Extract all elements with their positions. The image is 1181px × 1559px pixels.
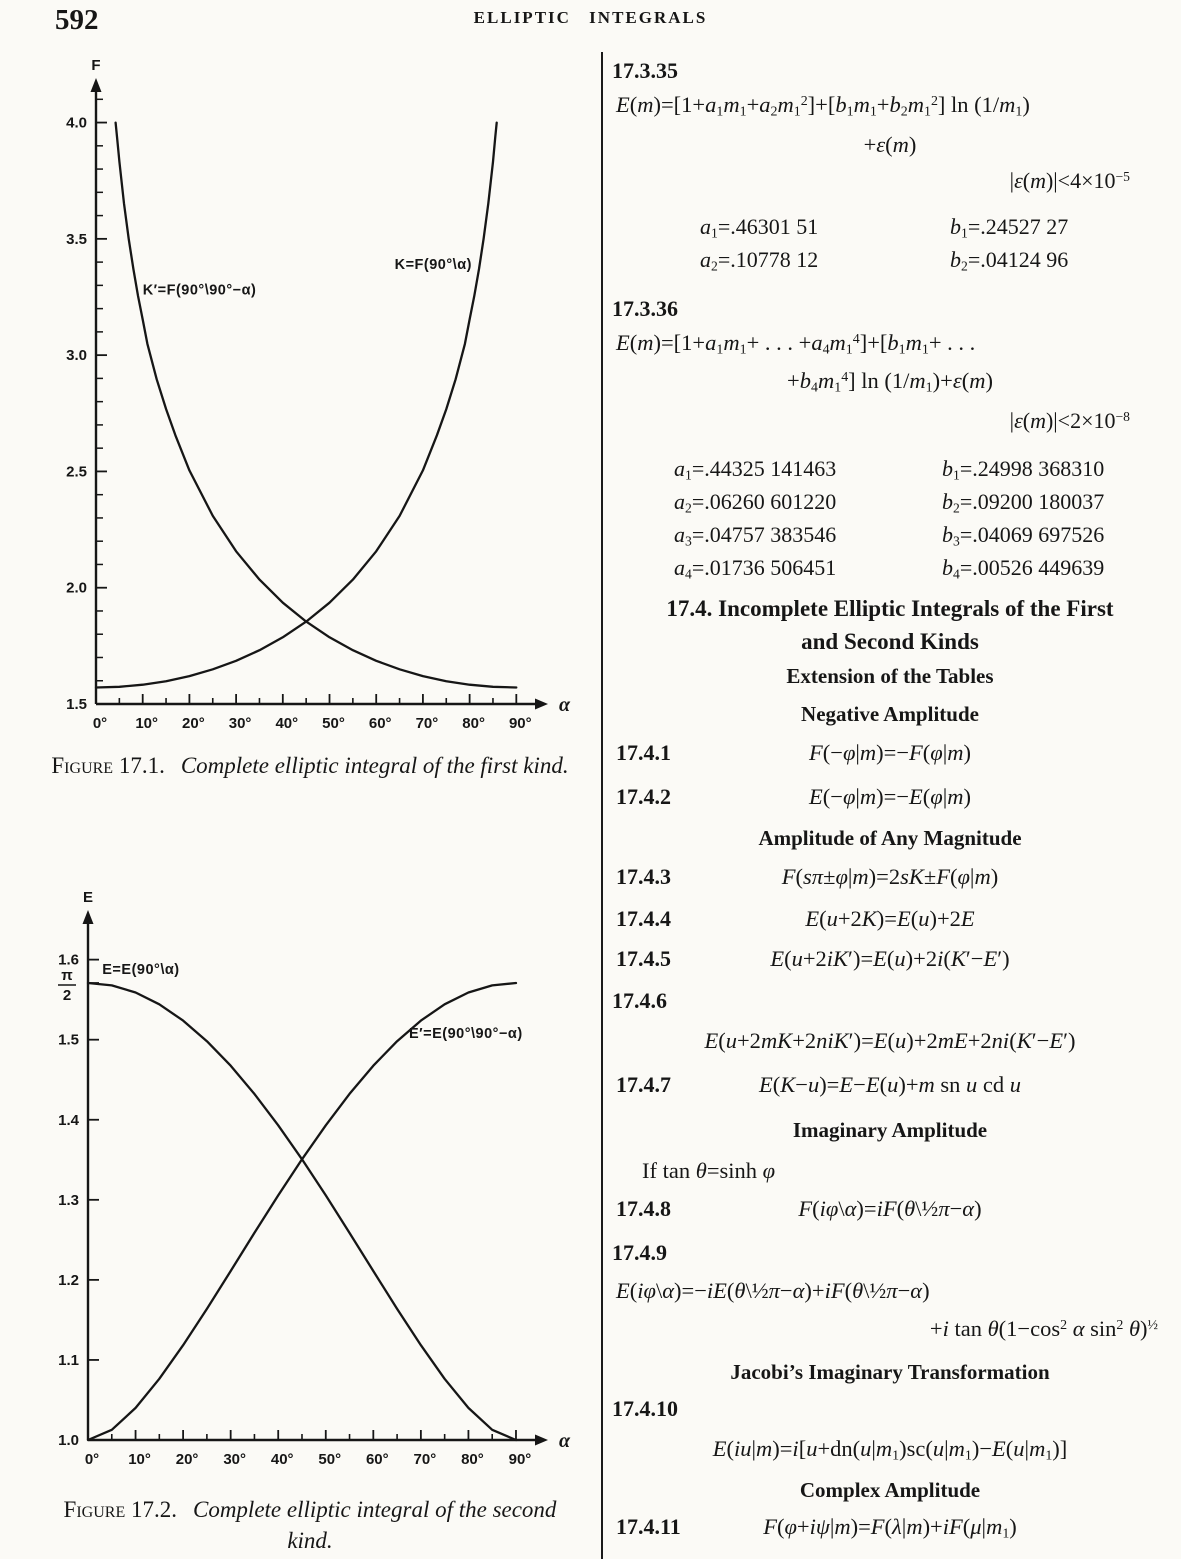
y-axis-title: E [82,889,94,906]
subsection-heading: Complex Amplitude [799,1478,981,1502]
x-tick-label: 80° [462,715,485,732]
formula-line: $E(iu|m)=i[u+dn(u|m_1)sc(u|m_1)-E(u|m_1)]$ [712,1436,1068,1464]
x-tick-label: 90° [508,715,532,732]
equation-number: 17.4.9 [612,1240,667,1265]
x-axis-arrow [535,699,548,710]
error-bound: $|\varepsilon(m)|<4\times 10^{-5}$ [1009,168,1130,193]
curve-K [96,123,497,688]
x-tick-label: 30° [228,715,252,732]
curve-Eprime [88,983,516,1440]
coefficient-table [674,452,1168,584]
equation-number: 17.4.10 [612,1396,678,1421]
formula-line: +i $\tan \theta(1-\cos^2$ α $\sin^2 \theta)^{\frac{1}{2}}$ [929,1316,1158,1341]
figure-17-1-caption-text: Complete elliptic integral of the first kind. [180,753,569,778]
coefficient-cell: $a_3=.04757$ 383546 [674,522,837,549]
x-tick-label: 0° [84,1451,100,1468]
section-heading [612,592,1168,658]
equation-number: 17.4.3 [616,864,671,889]
formula-line: E(u+2mK+2niK′)=E(u)+2mE+2ni(K′−E′) [704,1028,1076,1053]
equation-row [612,864,1168,894]
equation-row [612,1196,1168,1226]
subsection-heading: Amplitude of Any Magnitude [758,826,1022,850]
coefficient-cell: $b_2=.04124$ 96 [950,247,1069,274]
curve-Kprime [116,123,517,688]
curve-label-E: E=E(90°\α) [102,962,180,979]
right-column [612,0,1168,1559]
curve-E [88,983,516,1440]
x-tick-label: 20° [182,715,205,732]
equation-formula: F(iφ\α)=iF(θ\½π−α) [798,1196,982,1221]
y-tick-label: 1.0 [58,1432,79,1449]
y-tick-label: 2.0 [66,579,87,597]
y-tick-label: 1.2 [58,1271,79,1289]
subsection-heading: Jacobi’s Imaginary Transformation [730,1360,1050,1384]
y-tick-label: 1.6 [58,951,79,969]
equation-formula: $F(\varphi+i\psi|m)=F(\lambda|m)+iF(\mu|m_1)$ [763,1514,1017,1542]
y-axis-title: F [91,57,101,74]
equation-row [612,906,1168,936]
equation-row [612,1072,1168,1102]
y-axis-arrow [83,910,94,924]
x-tick-label: 70° [413,1451,437,1468]
x-tick-label: 60° [365,1451,389,1468]
section-heading-line: 17.4. Incomplete Elliptic Integrals of the First [666,596,1114,621]
x-tick-label: 10° [128,1451,151,1468]
equation-formula: F(−φ|m)=−F(φ|m) [809,740,971,765]
equation-number: 17.3.36 [612,296,678,321]
equation-row [612,946,1168,976]
x-tick-label: 50° [322,715,345,732]
x-tick-label: 10° [135,715,159,732]
coefficient-cell: $b_2=.09200$ 180037 [942,489,1105,516]
x-axis-title: α [559,694,571,716]
page-number: 592 [55,4,99,36]
coefficient-cell: $b_1=.24527$ 27 [950,214,1069,241]
equation-formula: E(u+2K)=E(u)+2E [805,906,975,931]
equation-row [612,740,1168,770]
formula-line: $E(m)=[1+a_1m_1+a_2m_1^2]+[b_1m_1+b_2m_1^2]$ $\ln (1/m_1)$ [616,92,1030,120]
equation-formula: F(sπ±φ|m)=2sK±F(φ|m) [781,864,999,889]
coefficient-table [700,210,1168,276]
x-tick-label: 60° [368,715,392,732]
curve-label-Kprime: K′=F(90°\90°−α) [142,282,257,299]
figure-17-1-caption [45,750,575,781]
coefficient-cell: $a_4=.01736$ 506451 [674,555,837,582]
figure-17-2-chart [38,878,595,1496]
coefficient-cell: $b_3=.04069$ 697526 [942,522,1105,549]
coefficient-cell: $a_2=.06260$ 601220 [674,489,837,516]
equation-row [612,784,1168,814]
figure-17-2-caption-text: Complete elliptic integral of the second kind. [192,1497,557,1553]
figure-17-1-caption-label: Figure 17.1. [51,753,165,778]
formula-line: +ε(m) [863,132,917,157]
running-head: ELLIPTIC INTEGRALS [473,8,708,27]
curve-label-K: K=F(90°\α) [394,257,472,274]
y-tick-label: 2.5 [66,463,87,481]
formula-line: $E(m)=[1+a_1m_1+$ . . . $+a_4m_1^4]+[b_1m_1+$ . . . [616,330,976,358]
formula-line: $+b_4m_1^4$] $\ln (1/m_1)+\varepsilon(m)$ [787,368,993,396]
subsection-heading: Imaginary Amplitude [792,1118,988,1142]
error-bound: $|\varepsilon(m)|<2\times 10^{-8}$ [1009,408,1130,433]
equation-number: 17.4.11 [616,1514,681,1539]
figure-17-2-caption [45,1494,575,1556]
equation-number: 17.4.6 [612,988,667,1013]
y-axis-arrow [91,78,102,92]
x-tick-label: 80° [461,1451,484,1468]
x-tick-label: 70° [415,715,439,732]
y-tick-label: 1.1 [58,1351,79,1369]
x-axis-arrow [535,1435,548,1446]
equation-number: 17.4.4 [616,906,671,931]
figure-17-2-caption-label: Figure 17.2. [63,1497,177,1522]
coefficient-cell: $a_1=.46301$ 51 [700,214,819,241]
equation-row [612,1514,1168,1544]
coefficient-cell: $b_1=.24998$ 368310 [942,456,1105,483]
subsection-heading: Negative Amplitude [801,702,979,726]
curve-label-Eprime: E′=E(90°\90°−α) [408,1026,523,1043]
x-tick-label: 50° [318,1451,342,1468]
x-tick-label: 40° [275,715,299,732]
formula-line: E(iφ\α)=−iE(θ\½π−α)+iF(θ\½π−α) [616,1278,930,1303]
section-heading-line: and Second Kinds [801,629,979,654]
equation-number: 17.4.2 [616,784,671,809]
y-tick-label: 4.0 [66,114,87,132]
y-tick-label: 1.3 [58,1191,79,1209]
equation-formula: E(u+2iK′)=E(u)+2i(K′−E′) [770,946,1010,971]
pi-over-2-denominator: 2 [62,987,72,1005]
y-tick-label: 1.4 [58,1111,79,1129]
x-tick-label: 40° [270,1451,294,1468]
equation-number: 17.4.5 [616,946,671,971]
x-axis-title: α [559,1430,571,1452]
x-tick-label: 0° [92,715,108,732]
equation-number: 17.4.7 [616,1072,671,1097]
x-tick-label: 20° [175,1451,199,1468]
subsection-heading: Extension of the Tables [786,664,994,688]
y-tick-label: 3.0 [66,347,87,365]
coefficient-cell: $a_2=.10778$ 12 [700,247,819,274]
pi-over-2-numerator: π [61,967,73,985]
condition-line: If tan θ=sinh φ [642,1158,776,1183]
y-tick-label: 1.5 [66,696,87,713]
coefficient-cell: $b_4=.00526$ 449639 [942,555,1105,582]
y-tick-label: 1.5 [58,1031,79,1049]
equation-formula: E(−φ|m)=−E(φ|m) [809,784,971,809]
x-tick-label: 90° [508,1451,532,1468]
y-tick-label: 3.5 [66,230,87,248]
equation-number: 17.4.8 [616,1196,671,1221]
equation-number: 17.3.35 [612,58,678,83]
x-tick-label: 30° [223,1451,247,1468]
coefficient-cell: $a_1=.44325$ 141463 [674,456,837,483]
figure-17-1-chart [38,46,595,758]
equation-number: 17.4.1 [616,740,671,765]
column-divider-rule [601,52,603,1559]
equation-formula: E(K−u)=E−E(u)+m sn u cd u [758,1072,1022,1097]
